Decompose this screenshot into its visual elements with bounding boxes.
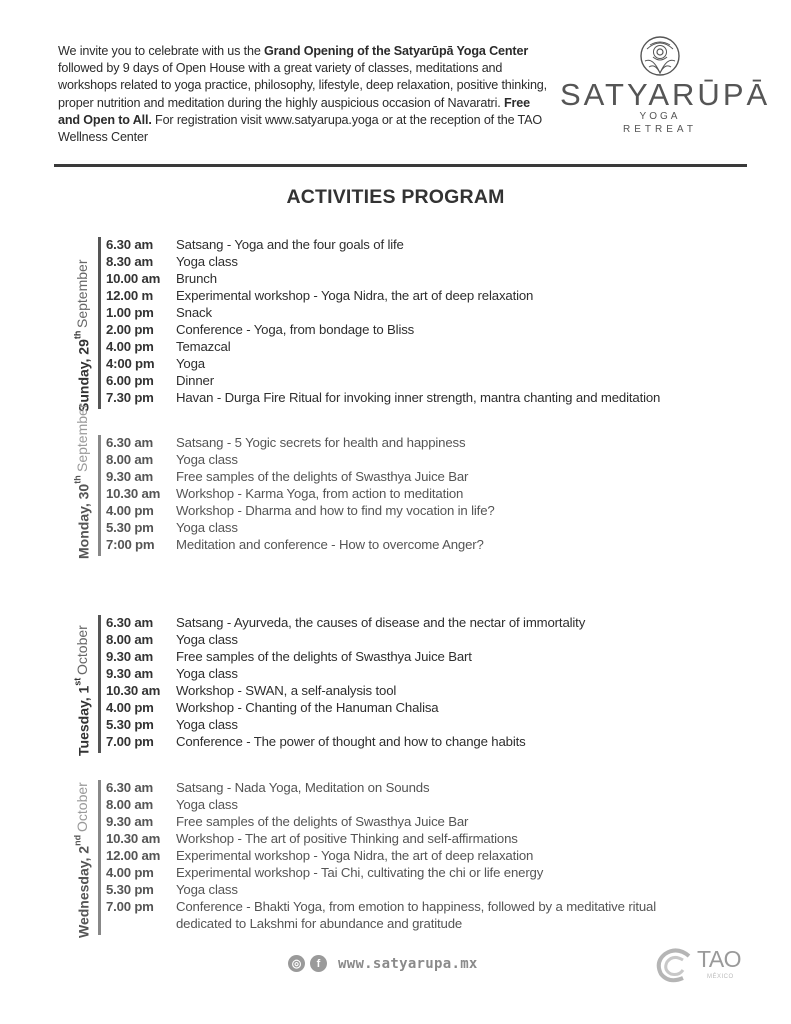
schedule-activity: Experimental workshop - Yoga Nidra, the art of deep relaxation <box>176 288 534 303</box>
schedule-activity: Free samples of the delights of Swasthya Juice Bar <box>176 469 469 484</box>
schedule-row <box>106 338 660 355</box>
schedule-row <box>106 372 660 389</box>
schedule-list <box>106 779 656 932</box>
day-name: Monday, 30th <box>72 475 92 559</box>
schedule-activity: Experimental workshop - Tai Chi, cultivating the chi or life energy <box>176 865 544 880</box>
lotus-emblem-icon <box>639 35 681 77</box>
schedule-activity: Yoga class <box>176 520 238 535</box>
schedule-time: 8.00 am <box>106 452 153 467</box>
schedule-row <box>106 270 660 287</box>
schedule-activity: Conference - Yoga, from bondage to Bliss <box>176 322 415 337</box>
schedule-activity: Conference - The power of thought and how to change habits <box>176 734 526 749</box>
day-label <box>70 403 94 559</box>
tao-logo <box>655 946 765 990</box>
schedule-row <box>106 665 585 682</box>
schedule-row <box>106 451 495 468</box>
schedule-activity: Yoga class <box>176 882 238 897</box>
schedule-time: 5.30 pm <box>106 717 154 732</box>
day-label <box>70 236 94 412</box>
schedule-activity: Temazcal <box>176 339 231 354</box>
schedule-activity: Yoga <box>176 356 205 371</box>
schedule-activity: Free samples of the delights of Swasthya Juice Bar <box>176 814 469 829</box>
schedule-activity: dedicated to Lakshmi for abundance and gratitude <box>176 916 463 931</box>
schedule-time: 7:00 pm <box>106 537 155 552</box>
satyarupa-logo <box>560 35 771 160</box>
schedule-row <box>106 321 660 338</box>
header-divider <box>54 164 747 167</box>
schedule-row <box>106 733 585 750</box>
schedule-time: 10.00 am <box>106 271 161 286</box>
schedule-row <box>106 389 660 406</box>
schedule-time: 9.30 am <box>106 649 153 664</box>
schedule-row <box>106 847 656 864</box>
day-label <box>70 614 94 756</box>
footer-website-link[interactable]: www.satyarupa.mx <box>338 955 478 972</box>
schedule-time: 5.30 pm <box>106 520 154 535</box>
schedule-activity: Yoga class <box>176 797 238 812</box>
schedule-row <box>106 355 660 372</box>
day-name: Wednesday, 2nd <box>72 834 92 938</box>
schedule-time: 4:00 pm <box>106 356 155 371</box>
intro-bold-free: Free and Open to All. <box>58 95 530 127</box>
schedule-row <box>106 253 660 270</box>
schedule-time: 6.30 am <box>106 237 153 252</box>
schedule-activity: Yoga class <box>176 452 238 467</box>
schedule-activity: Conference - Bhakti Yoga, from emotion to happiness, followed by a meditative ritual <box>176 899 657 914</box>
schedule-activity: Satsang - Yoga and the four goals of life <box>176 237 404 252</box>
schedule-activity: Satsang - 5 Yogic secrets for health and happiness <box>176 435 466 450</box>
schedule-row <box>106 287 660 304</box>
schedule-row <box>106 682 585 699</box>
schedule-time: 5.30 pm <box>106 882 154 897</box>
schedule-time: 12.00 m <box>106 288 153 303</box>
schedule-row <box>106 813 656 830</box>
day-label <box>70 779 94 938</box>
schedule-activity: Yoga class <box>176 632 238 647</box>
schedule-row <box>106 881 656 898</box>
schedule-row <box>106 915 656 932</box>
schedule-time: 12.00 am <box>106 848 161 863</box>
schedule-time: 9.30 am <box>106 814 153 829</box>
schedule-row <box>106 830 656 847</box>
day-month: October <box>74 782 90 832</box>
tao-subtitle: MÉXICO <box>707 974 734 980</box>
schedule-time: 9.30 am <box>106 666 153 681</box>
schedule-activity: Experimental workshop - Yoga Nidra, the art of deep relaxation <box>176 848 534 863</box>
schedule-row <box>106 434 495 451</box>
footer-social <box>288 955 478 972</box>
schedule-row <box>106 536 495 553</box>
schedule-time: 10.30 am <box>106 831 161 846</box>
schedule-time: 6.30 am <box>106 615 153 630</box>
logo-brand-name: SATYARŪPĀ <box>560 77 771 112</box>
schedule-row <box>106 485 495 502</box>
schedule-activity: Dinner <box>176 373 214 388</box>
schedule-row <box>106 502 495 519</box>
schedule-activity: Free samples of the delights of Swasthya Juice Bart <box>176 649 472 664</box>
schedule-time: 4.00 pm <box>106 339 154 354</box>
logo-sub-yoga: YOGA <box>639 111 681 122</box>
day-month: September <box>74 403 90 473</box>
schedule-time: 8.00 am <box>106 797 153 812</box>
schedule-activity: Workshop - The art of positive Thinking and self-affirmations <box>176 831 518 846</box>
page-title: ACTIVITIES PROGRAM <box>286 186 505 208</box>
schedule-list <box>106 434 495 553</box>
schedule-time: 10.30 am <box>106 683 161 698</box>
schedule-activity: Brunch <box>176 271 217 286</box>
intro-text-1: We invite you to celebrate with us the <box>58 44 265 58</box>
day-month: September <box>74 259 90 328</box>
tao-swirl-icon <box>655 948 695 984</box>
schedule-time <box>106 915 176 932</box>
schedule-time: 9.30 am <box>106 469 153 484</box>
schedule-time: 4.00 pm <box>106 503 154 518</box>
intro-bold-grand-opening: Grand Opening of the Satyarūpā Yoga Center <box>264 44 529 58</box>
facebook-icon[interactable]: f <box>310 955 327 972</box>
schedule-activity: Snack <box>176 305 212 320</box>
schedule-time: 8.30 am <box>106 254 153 269</box>
schedule-activity: Havan - Durga Fire Ritual for invoking inner strength, mantra chanting and meditation <box>176 390 661 405</box>
day-divider-bar <box>98 615 101 753</box>
schedule-time: 4.00 pm <box>106 865 154 880</box>
schedule-row <box>106 468 495 485</box>
schedule-row <box>106 304 660 321</box>
schedule-time: 7.00 pm <box>106 734 154 749</box>
schedule-row <box>106 614 585 631</box>
logo-sub-retreat: RETREAT <box>623 124 697 135</box>
schedule-list <box>106 614 585 750</box>
schedule-activity: Meditation and conference - How to overcome Anger? <box>176 537 484 552</box>
schedule-time: 6.00 pm <box>106 373 154 388</box>
schedule-time: 1.00 pm <box>106 305 154 320</box>
schedule-row <box>106 716 585 733</box>
tao-name: TAO <box>697 946 742 972</box>
schedule-time: 6.30 am <box>106 435 153 450</box>
schedule-row <box>106 519 495 536</box>
day-name: Tuesday, 1st <box>72 677 92 756</box>
intro-text-2: followed by 9 days of Open House with a great variety of classes, meditations and workshops related to yoga practice, philosophy, lifestyle, deep relaxation, positive thinking, proper nutrition and meditation during the highly auspicious occasion of Navaratri. <box>58 61 547 110</box>
schedule-time: 6.30 am <box>106 780 153 795</box>
schedule-list <box>106 236 660 406</box>
schedule-row <box>106 779 656 796</box>
schedule-activity: Yoga class <box>176 666 238 681</box>
day-month: October <box>74 624 90 675</box>
schedule-activity: Workshop - Karma Yoga, from action to meditation <box>176 486 464 501</box>
schedule-activity: Satsang - Ayurveda, the causes of disease and the nectar of immortality <box>176 615 586 630</box>
schedule-time: 4.00 pm <box>106 700 154 715</box>
day-name: Sunday, 29th <box>72 330 92 412</box>
schedule-row <box>106 864 656 881</box>
schedule-row <box>106 648 585 665</box>
instagram-icon[interactable]: ◎ <box>288 955 305 972</box>
schedule-row <box>106 236 660 253</box>
schedule-row <box>106 699 585 716</box>
schedule-row <box>106 631 585 648</box>
schedule-row <box>106 898 656 915</box>
schedule-time: 10.30 am <box>106 486 161 501</box>
schedule-row <box>106 796 656 813</box>
schedule-time: 8.00 am <box>106 632 153 647</box>
schedule-time: 7.30 pm <box>106 390 154 405</box>
schedule-activity: Yoga class <box>176 717 238 732</box>
intro-paragraph <box>58 43 548 146</box>
schedule-activity: Yoga class <box>176 254 238 269</box>
schedule-time: 2.00 pm <box>106 322 154 337</box>
schedule-activity: Workshop - SWAN, a self-analysis tool <box>176 683 397 698</box>
schedule-time: 7.00 pm <box>106 899 154 914</box>
schedule-activity: Satsang - Nada Yoga, Meditation on Sounds <box>176 780 430 795</box>
intro-text-3: For registration visit www.satyarupa.yoga or at the reception of the TAO Wellness Center <box>58 112 543 145</box>
day-divider-bar <box>98 780 101 935</box>
day-divider-bar <box>98 435 101 556</box>
day-divider-bar <box>98 237 101 409</box>
schedule-activity: Workshop - Chanting of the Hanuman Chalisa <box>176 700 439 715</box>
schedule-activity: Workshop - Dharma and how to find my vocation in life? <box>176 503 495 518</box>
